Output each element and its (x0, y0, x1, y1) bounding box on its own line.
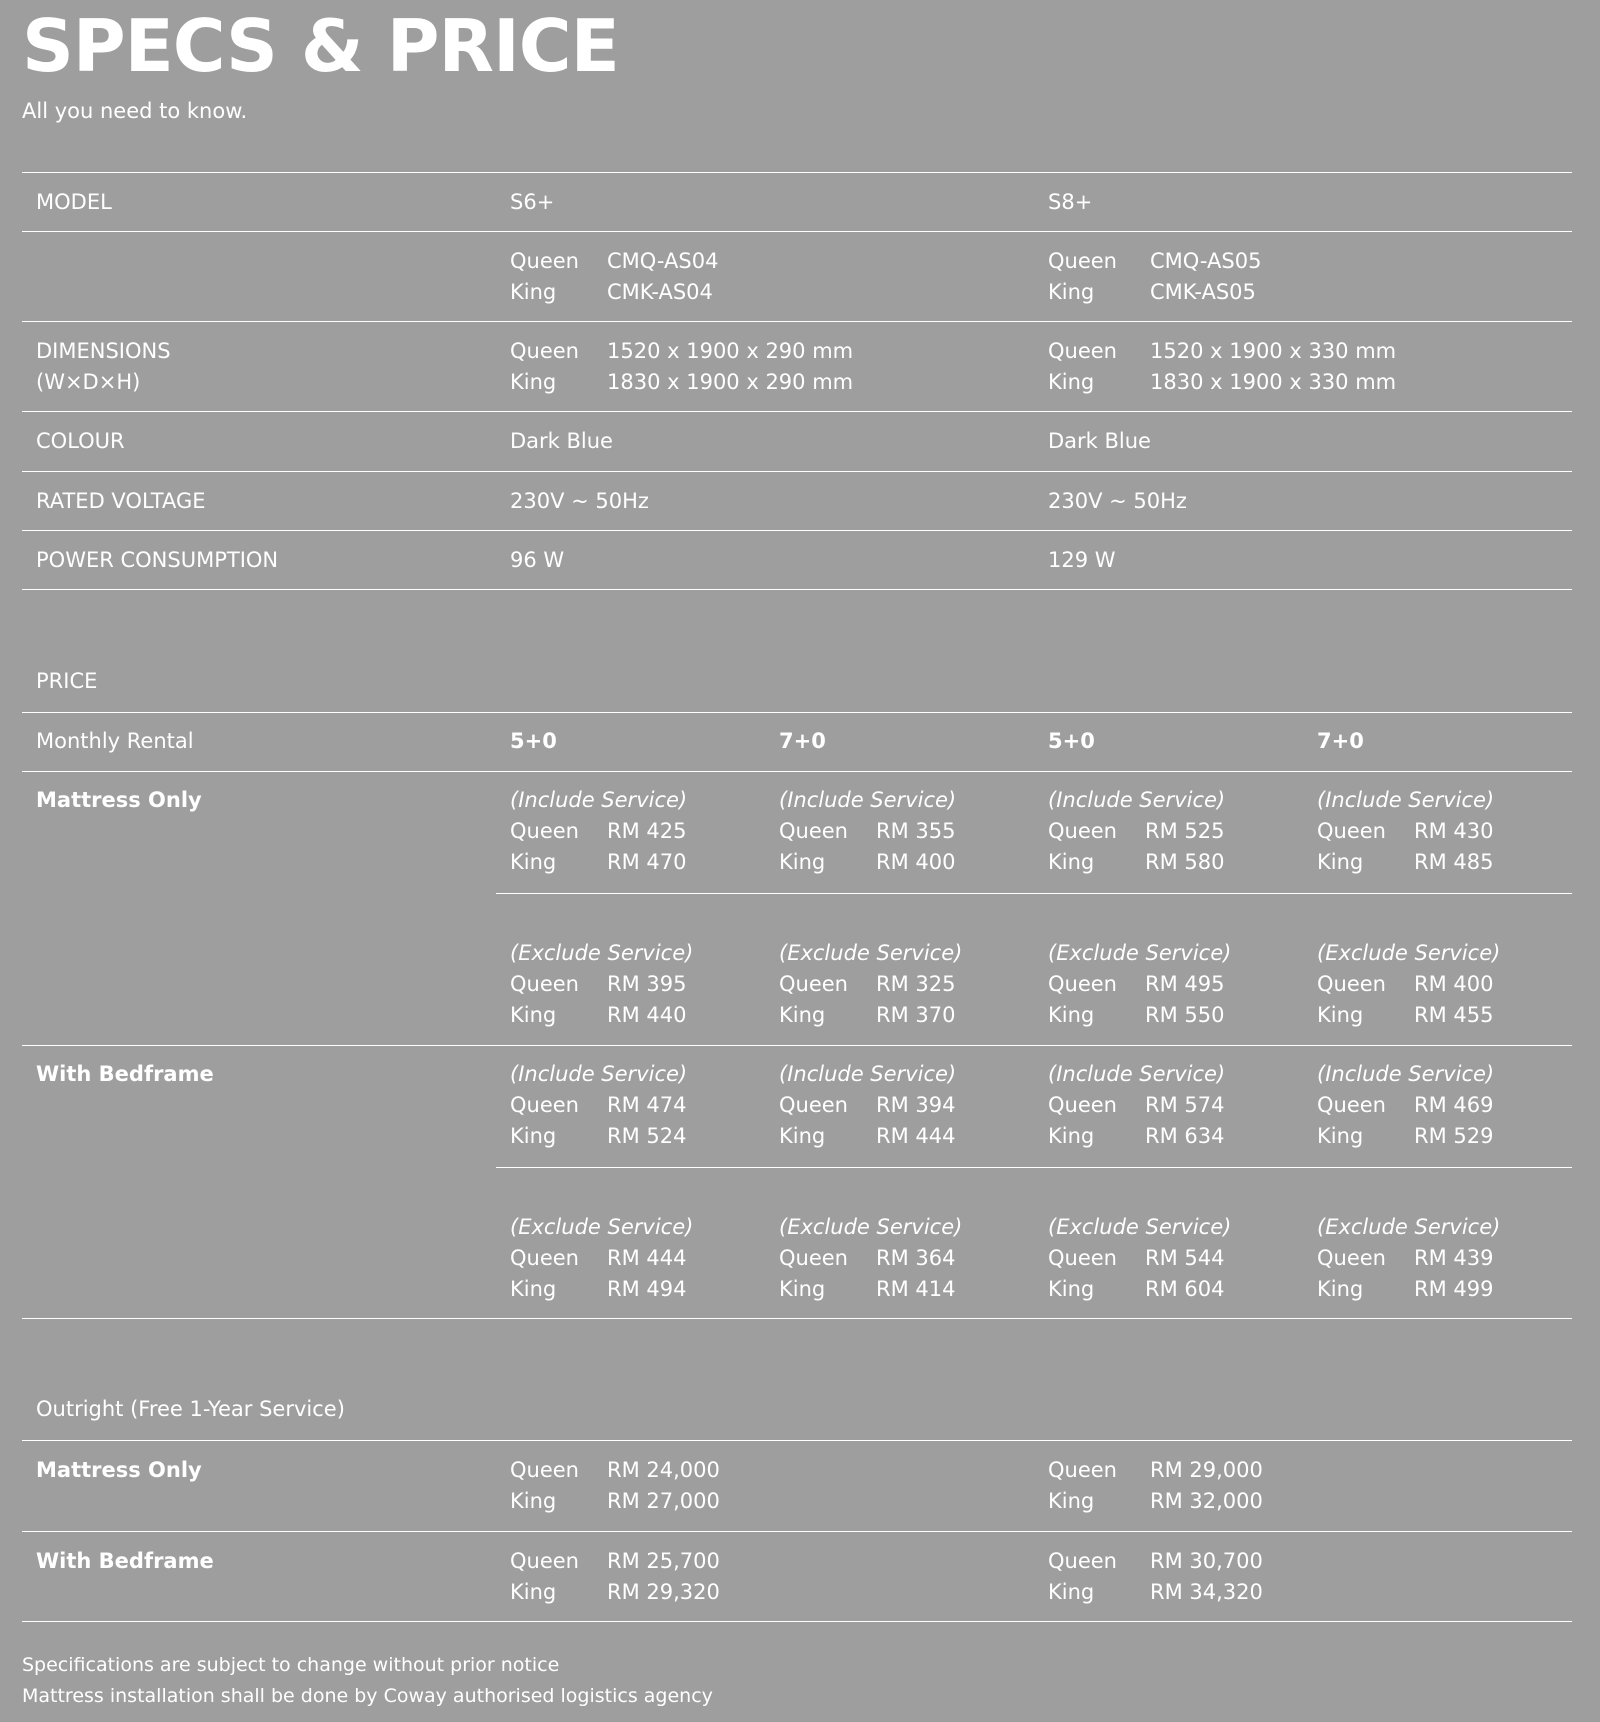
size-label: Queen (510, 1246, 579, 1270)
price-value: RM 580 (1145, 850, 1225, 874)
size-label: King (1048, 1003, 1095, 1027)
price-block (1317, 1059, 1494, 1152)
price-value: RM 634 (1145, 1124, 1225, 1148)
service-label: (Include Service) (510, 788, 688, 812)
price-value: RM 550 (1145, 1003, 1225, 1027)
size-label: King (510, 280, 557, 304)
spec-code-line (1048, 246, 1261, 277)
price-block (1048, 1059, 1225, 1152)
price-value: RM 604 (1145, 1277, 1225, 1301)
price-block (1048, 1212, 1231, 1305)
price-block (779, 785, 956, 878)
price-value: RM 394 (876, 1093, 956, 1117)
service-label: (Exclude Service) (510, 941, 694, 965)
price-heading-row (22, 665, 1572, 712)
spec-label: MODEL (36, 190, 112, 214)
size-label: King (510, 1489, 557, 1513)
size-label: Queen (510, 819, 579, 843)
spec-value-s6: 96 W (510, 548, 565, 572)
dimension-value: 1830 x 1900 x 330 mm (1150, 370, 1397, 394)
size-label: Queen (1048, 972, 1117, 996)
page-subtitle: All you need to know. (22, 99, 248, 123)
footnote: Specifications are subject to change without prior notice (22, 1654, 560, 1676)
size-label: King (510, 1580, 557, 1604)
service-label: (Exclude Service) (779, 941, 963, 965)
spec-row-dimensions (22, 321, 1572, 411)
model-code: CMQ-AS05 (1150, 249, 1262, 273)
footnotes (22, 1650, 713, 1712)
spec-value-s6: 230V ~ 50Hz (510, 489, 649, 513)
plan-label: 5+0 (510, 729, 557, 753)
size-label: King (510, 370, 557, 394)
price-value: RM 469 (1414, 1093, 1494, 1117)
size-label: King (1048, 1580, 1095, 1604)
spec-code-list-s8 (1048, 246, 1261, 308)
size-label: King (1048, 1277, 1095, 1301)
rental-category-label: Mattress Only (36, 788, 202, 812)
service-label: (Exclude Service) (1048, 1215, 1232, 1239)
price-block (1048, 785, 1225, 878)
model-code: CMK-AS04 (607, 280, 713, 304)
service-label: (Include Service) (779, 788, 957, 812)
price-block (510, 1059, 687, 1152)
price-value: RM 355 (876, 819, 956, 843)
dimension-value: 1520 x 1900 x 330 mm (1150, 339, 1397, 363)
price-value: RM 32,000 (1150, 1489, 1263, 1513)
size-label: Queen (1048, 1458, 1117, 1482)
rental-category-label: With Bedframe (36, 1062, 214, 1086)
size-label: King (510, 850, 557, 874)
spec-code-line (1048, 277, 1261, 308)
size-label: Queen (510, 339, 579, 363)
price-value: RM 29,320 (607, 1580, 720, 1604)
price-table (22, 665, 1572, 1319)
price-value: RM 444 (876, 1124, 956, 1148)
outright-mattress-only-row (22, 1440, 1572, 1531)
size-label: Queen (779, 1093, 848, 1117)
page-title: SPECS & PRICE (22, 4, 619, 88)
rental-label: Monthly Rental (36, 729, 194, 753)
outright-with-bedframe-row (22, 1531, 1572, 1622)
spec-value-s8: Dark Blue (1048, 429, 1151, 453)
dimension-line (1048, 336, 1396, 367)
price-block (1048, 1546, 1263, 1608)
outright-heading: Outright (Free 1-Year Service) (36, 1397, 345, 1421)
size-label: Queen (1317, 1246, 1386, 1270)
dimension-value: 1520 x 1900 x 290 mm (607, 339, 854, 363)
price-value: RM 544 (1145, 1246, 1225, 1270)
price-value: RM 455 (1414, 1003, 1494, 1027)
dimension-line (1048, 367, 1396, 398)
size-label: King (1048, 850, 1095, 874)
price-block (779, 938, 962, 1031)
divider (496, 893, 1572, 894)
rental-mattress-only-row (22, 771, 1572, 1045)
service-label: (Exclude Service) (779, 1215, 963, 1239)
spec-row-codes (22, 231, 1572, 321)
price-value: RM 499 (1414, 1277, 1494, 1301)
size-label: Queen (510, 1549, 579, 1573)
price-block (1317, 1212, 1500, 1305)
dimension-line (510, 367, 853, 398)
model-code: CMK-AS05 (1150, 280, 1256, 304)
spec-label (36, 336, 171, 398)
service-label: (Exclude Service) (1048, 941, 1232, 965)
spec-label: POWER CONSUMPTION (36, 548, 279, 572)
price-value: RM 444 (607, 1246, 687, 1270)
price-value: RM 439 (1414, 1246, 1494, 1270)
price-value: RM 400 (1414, 972, 1494, 996)
service-label: (Include Service) (1048, 788, 1226, 812)
size-label: King (1048, 1489, 1095, 1513)
size-label: Queen (510, 249, 579, 273)
size-label: Queen (1317, 819, 1386, 843)
price-value: RM 24,000 (607, 1458, 720, 1482)
spec-row-voltage (22, 471, 1572, 530)
divider (496, 1167, 1572, 1168)
size-label: King (1048, 1124, 1095, 1148)
spec-code-line (510, 246, 718, 277)
size-label: Queen (1048, 1549, 1117, 1573)
service-label: (Include Service) (1317, 1062, 1495, 1086)
service-label: (Exclude Service) (1317, 1215, 1501, 1239)
size-label: King (1317, 1003, 1364, 1027)
size-label: King (1048, 370, 1095, 394)
price-block (510, 938, 693, 1031)
spec-label: RATED VOLTAGE (36, 489, 206, 513)
price-value: RM 474 (607, 1093, 687, 1117)
size-label: King (779, 1124, 826, 1148)
service-label: (Exclude Service) (510, 1215, 694, 1239)
spec-code-line (510, 277, 718, 308)
outright-heading-row (22, 1394, 1572, 1440)
price-value: RM 30,700 (1150, 1549, 1263, 1573)
price-block (510, 1546, 720, 1608)
price-value: RM 27,000 (607, 1489, 720, 1513)
price-value: RM 414 (876, 1277, 956, 1301)
size-label: King (510, 1277, 557, 1301)
plan-label: 5+0 (1048, 729, 1095, 753)
spec-row-model (22, 172, 1572, 231)
plan-label: 7+0 (1317, 729, 1364, 753)
outright-category-label: With Bedframe (36, 1549, 214, 1573)
size-label: Queen (1317, 1093, 1386, 1117)
model-code: CMQ-AS04 (607, 249, 719, 273)
dimension-line (510, 336, 853, 367)
price-value: RM 494 (607, 1277, 687, 1301)
size-label: King (779, 1277, 826, 1301)
size-label: King (1317, 1277, 1364, 1301)
size-label: Queen (1048, 339, 1117, 363)
size-label: Queen (510, 1093, 579, 1117)
price-block (510, 1455, 720, 1517)
spec-row-power (22, 530, 1572, 590)
price-value: RM 425 (607, 819, 687, 843)
size-label: King (1317, 850, 1364, 874)
size-label: King (1048, 280, 1095, 304)
outright-table (22, 1394, 1572, 1622)
size-label: Queen (779, 819, 848, 843)
size-label: King (1317, 1124, 1364, 1148)
price-value: RM 430 (1414, 819, 1494, 843)
size-label: Queen (1048, 1246, 1117, 1270)
service-label: (Exclude Service) (1317, 941, 1501, 965)
price-value: RM 525 (1145, 819, 1225, 843)
rental-plan-row (22, 712, 1572, 771)
outright-category-label: Mattress Only (36, 1458, 202, 1482)
price-value: RM 400 (876, 850, 956, 874)
price-value: RM 364 (876, 1246, 956, 1270)
price-value: RM 370 (876, 1003, 956, 1027)
spec-row-colour (22, 411, 1572, 471)
size-label: Queen (1048, 819, 1117, 843)
spec-label-line: (W×D×H) (36, 370, 141, 394)
size-label: Queen (1048, 249, 1117, 273)
size-label: King (779, 850, 826, 874)
price-block (1317, 938, 1500, 1031)
spec-label: COLOUR (36, 429, 125, 453)
price-block (779, 1212, 962, 1305)
price-value: RM 29,000 (1150, 1458, 1263, 1482)
size-label: King (779, 1003, 826, 1027)
price-value: RM 485 (1414, 850, 1494, 874)
price-block (510, 785, 687, 878)
service-label: (Include Service) (1048, 1062, 1226, 1086)
price-value: RM 495 (1145, 972, 1225, 996)
price-block (779, 1059, 956, 1152)
price-value: RM 524 (607, 1124, 687, 1148)
service-label: (Include Service) (779, 1062, 957, 1086)
rental-with-bedframe-row (22, 1045, 1572, 1319)
spec-value-s6: S6+ (510, 190, 555, 214)
price-block (510, 1212, 693, 1305)
size-label: Queen (779, 972, 848, 996)
spec-value-s8: 129 W (1048, 548, 1116, 572)
footnote: Mattress installation shall be done by Coway authorised logistics agency (22, 1685, 713, 1707)
spec-code-list-s6 (510, 246, 718, 308)
size-label: Queen (510, 1458, 579, 1482)
price-value: RM 470 (607, 850, 687, 874)
dimension-list-s6 (510, 336, 853, 398)
price-heading: PRICE (36, 669, 98, 693)
size-label: Queen (510, 972, 579, 996)
size-label: King (510, 1124, 557, 1148)
plan-label: 7+0 (779, 729, 826, 753)
spec-value-s8: 230V ~ 50Hz (1048, 489, 1187, 513)
size-label: Queen (779, 1246, 848, 1270)
price-value: RM 395 (607, 972, 687, 996)
price-value: RM 325 (876, 972, 956, 996)
service-label: (Include Service) (1317, 788, 1495, 812)
size-label: Queen (1317, 972, 1386, 996)
size-label: King (510, 1003, 557, 1027)
price-block (1048, 938, 1231, 1031)
price-block (1317, 785, 1494, 878)
price-value: RM 34,320 (1150, 1580, 1263, 1604)
spec-label-line: DIMENSIONS (36, 339, 171, 363)
price-value: RM 25,700 (607, 1549, 720, 1573)
dimension-list-s8 (1048, 336, 1396, 398)
price-block (1048, 1455, 1263, 1517)
specs-table (22, 172, 1572, 590)
price-value: RM 440 (607, 1003, 687, 1027)
spec-value-s6: Dark Blue (510, 429, 613, 453)
price-value: RM 529 (1414, 1124, 1494, 1148)
spec-value-s8: S8+ (1048, 190, 1093, 214)
dimension-value: 1830 x 1900 x 290 mm (607, 370, 854, 394)
service-label: (Include Service) (510, 1062, 688, 1086)
size-label: Queen (1048, 1093, 1117, 1117)
price-value: RM 574 (1145, 1093, 1225, 1117)
